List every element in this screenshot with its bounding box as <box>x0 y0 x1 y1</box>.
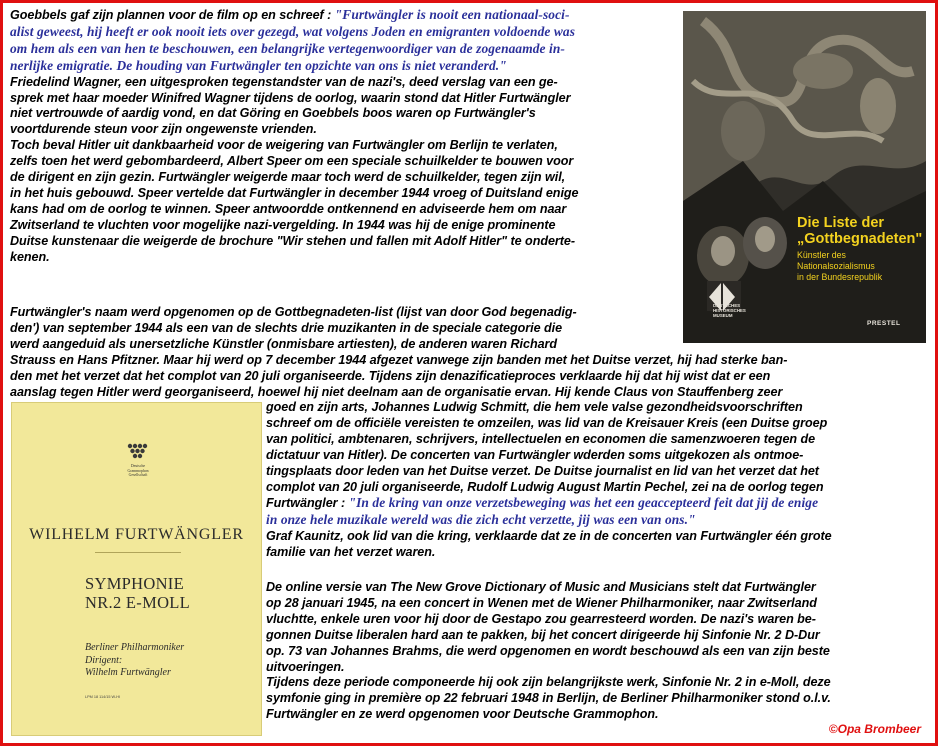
text-line <box>10 337 787 353</box>
text-line <box>10 75 579 91</box>
body-text: Toch beval Hitler uit dankbaarheid voor de weigering van Furtwängler om Berlijn te verlaten, <box>10 138 558 153</box>
text-line <box>266 707 831 723</box>
record-work-title: SYMPHONIE NR.2 E-MOLL <box>85 574 191 612</box>
book-cover-gottbegnadeten <box>683 11 926 343</box>
body-text: de dirigent en zijn gezin. Furtwängler weigerde maar toch werd de schuilkelder, tegen zijn wil, <box>10 170 566 185</box>
book-cover-artwork <box>683 11 926 343</box>
body-text: familie van het verzet waren. <box>266 545 436 560</box>
body-text: Tijdens deze periode componeerde hij ook zijn belangrijkste werk, Sinfonie Nr. 2 in e-Moll, deze <box>266 675 831 690</box>
text-line <box>10 138 579 154</box>
record-composer: WILHELM FURTWÄNGLER <box>29 526 244 543</box>
text-line <box>10 234 579 250</box>
text-line <box>266 675 831 691</box>
text-line <box>266 644 831 660</box>
body-text: niet vertrouwde of aardig vond, en dat Göring en Goebbels boos waren op Furtwängler's <box>10 106 536 121</box>
text-line <box>266 628 831 644</box>
body-text: tingsplaats door leden van het Duitse verzet. De Duitse journalist en lid van het verzet dat het <box>266 463 819 478</box>
quote-text: "In de kring van onze verzetsbeweging was het een geaccepteerd feit dat jij de enige <box>348 495 819 511</box>
quote-text: om hem als een van hen te beschouwen, een belangrijke vertegenwoordiger van de zogenaamde in- <box>10 40 565 56</box>
quote-text: alist geweest, hij heeft er ook nooit iets over gezegd, wat volgens Joden en emigranten voldoende was <box>10 23 576 39</box>
body-text: zelfs toen het werd gebombardeerd, Albert Speer om een speciale schuilkelder te bouwen voor <box>10 154 574 169</box>
text-line <box>10 369 787 385</box>
text-line <box>266 480 832 496</box>
text-line <box>266 545 832 561</box>
body-text: voortdurende steun voor zijn ongewenste vrienden. <box>10 122 317 137</box>
paragraph-resistance <box>266 400 832 561</box>
text-line <box>10 154 579 170</box>
body-text: Furtwängler en ze werd opgenomen voor Deutsche Grammophon. <box>266 707 659 722</box>
body-text: uitvoeringen. <box>266 659 345 674</box>
body-text: De online versie van The New Grove Dictionary of Music and Musicians stelt dat Furtwängler <box>266 580 816 594</box>
text-line <box>10 41 579 58</box>
copyright-credit: ©Opa Brombeer <box>828 722 921 736</box>
paragraph-gottbegnadeten-list <box>10 305 787 400</box>
body-text: den') van september 1944 als een van de slechts drie muzikanten in de speciale categorie die <box>10 320 563 335</box>
body-text: Furtwängler's naam werd opgenomen op de Gottbegnadeten-list (lijst van door God begenadig- <box>10 305 577 319</box>
text-line <box>10 24 579 41</box>
paragraph-goebbels-quote <box>10 7 579 266</box>
text-line <box>10 218 579 234</box>
text-line <box>10 7 579 24</box>
quote-text: nerlijke emigratie. De houding van Furtwängler ten opzichte van ons is niet veranderd." <box>10 57 507 73</box>
record-cover-symphonie <box>11 402 262 736</box>
body-text: schreef om de officiële vereisten te omzeilen, was lid van de Kreisauer Kreis (een Duitse groep <box>266 415 828 430</box>
publisher-label: PRESTEL <box>867 320 901 327</box>
text-line <box>266 596 831 612</box>
text-line <box>10 122 579 138</box>
text-line <box>266 416 832 432</box>
body-text: gonnen Duitse liberalen hard aan te pakken, bij het concert dirigeerde hij Sinfonie Nr. 2 D-Dur <box>266 627 820 642</box>
text-line <box>266 512 832 529</box>
text-line <box>266 691 831 707</box>
paragraph-new-grove <box>266 580 831 723</box>
body-text: Duitse kunstenaar die weigerde de brochure "Wir stehen und fallen mit Adolf Hitler" te onderte- <box>10 233 576 248</box>
text-line <box>266 580 831 596</box>
body-text: van politici, ambtenaren, schrijvers, intellectuelen en economen die samenzwoeren tegen de <box>266 431 816 446</box>
quote-text: "Furtwängler is nooit een nationaal-soci- <box>334 7 570 22</box>
book-subtitle: Künstler des Nationalsozialismus in der Bundesrepublik <box>797 250 883 282</box>
body-text: Graf Kaunitz, ook lid van die kring, verklaarde dat ze in de concerten van Furtwängler één grote <box>266 529 832 544</box>
record-performers: Berliner Philharmoniker Dirigent: Wilhelm Furtwängler <box>85 642 185 678</box>
body-text: sprek met haar moeder Winifred Wagner tijdens de oorlog, waarin stond dat Hitler Furtwängler <box>10 90 571 105</box>
record-catalog-number: LPM 18 114/15 W-HI <box>85 695 121 699</box>
text-line <box>10 91 579 107</box>
text-line <box>10 385 787 401</box>
book-title: Die Liste der „Gottbegnadeten" <box>797 215 923 247</box>
museum-label: DEUTSCHES HISTORISCHES MUSEUM <box>713 303 746 318</box>
text-line <box>10 186 579 202</box>
deutsche-grammophon-label: Deutsche Grammophon Gesellschaft <box>127 464 149 477</box>
record-divider <box>95 552 181 553</box>
text-line <box>10 305 787 321</box>
body-text: vluchtte, enkele uren voor hij door de Gestapo zou gearresteerd worden. De nazi's waren be- <box>266 611 816 626</box>
text-line <box>266 495 832 512</box>
body-text: goed en zijn arts, Johannes Ludwig Schmitt, die hem vele valse gezondheidsvoorschriften <box>266 400 803 414</box>
text-line <box>266 464 832 480</box>
body-text: Friedelind Wagner, een uitgesproken tegenstandster van de nazi's, deed verslag van een ge- <box>10 74 558 89</box>
text-line <box>10 202 579 218</box>
text-line <box>266 448 832 464</box>
text-line <box>10 250 579 266</box>
body-text: Strauss en Hans Pfitzner. Maar hij werd op 7 december 1944 afgezet vanwege zijn banden met het Duitse verzet, hij had sterke ban- <box>10 352 788 367</box>
body-text: Zwitserland te vluchten voor mogelijke nazi-vergelding. In 1944 was hij de enige prominente <box>10 217 556 232</box>
text-line <box>266 529 832 545</box>
text-line <box>266 660 831 676</box>
body-text: aanslag tegen Hitler werd georganiseerd, hoewel hij niet deelnam aan de organisatie ervan. Hij kende Claus von Stauffenberg zeer <box>10 384 783 399</box>
text-line <box>10 353 787 369</box>
text-line <box>266 612 831 628</box>
text-line <box>10 58 579 75</box>
deutsche-grammophon-tulip-logo <box>122 440 154 462</box>
body-text: kenen. <box>10 249 50 264</box>
body-text: complot van 20 juli organiseerde, Rudolf Ludwig August Martin Pechel, zei na de oorlog tegen <box>266 479 824 494</box>
body-text: Goebbels gaf zijn plannen voor de film op en schreef : <box>10 8 335 22</box>
quote-text: in onze hele muzikale wereld was die zich echt verzette, jij was een van ons." <box>266 512 696 528</box>
body-text: Furtwängler : <box>266 496 349 511</box>
text-line <box>266 400 832 416</box>
body-text: op 28 januari 1945, na een concert in Wenen met de Wiener Philharmoniker, naar Zwitserland <box>266 595 817 610</box>
body-text: symfonie ging in première op 22 februari 1948 in Berlijn, de Berliner Philharmoniker stond o.l.v. <box>266 691 831 706</box>
text-line <box>10 106 579 122</box>
body-text: dictatuur van Hitler). De concerten van Furtwängler wderden soms uitgekozen als ontmoe- <box>266 447 804 462</box>
body-text: kans had om de oorlog te winnen. Speer antwoordde ontkennend en adviseerde hem om naar <box>10 201 567 216</box>
body-text: in het huis gebouwd. Speer vertelde dat Furtwängler in december 1944 vroeg of Duitsland enige <box>10 185 579 200</box>
body-text: werd aangeduid als unersetzliche Künstler (onmisbare artiesten), de anderen waren Richard <box>10 336 558 351</box>
body-text: den met het verzet dat het complot van 20 juli organiseerde. Tijdens zijn denazificatieproces verklaarde hij dat hij wist dat er een <box>10 368 771 383</box>
text-line <box>10 321 787 337</box>
text-line <box>10 170 579 186</box>
text-line <box>266 432 832 448</box>
body-text: op. 73 van Johannes Brahms, die werd opgenomen en wordt beschouwd als een van zijn beste <box>266 643 830 658</box>
